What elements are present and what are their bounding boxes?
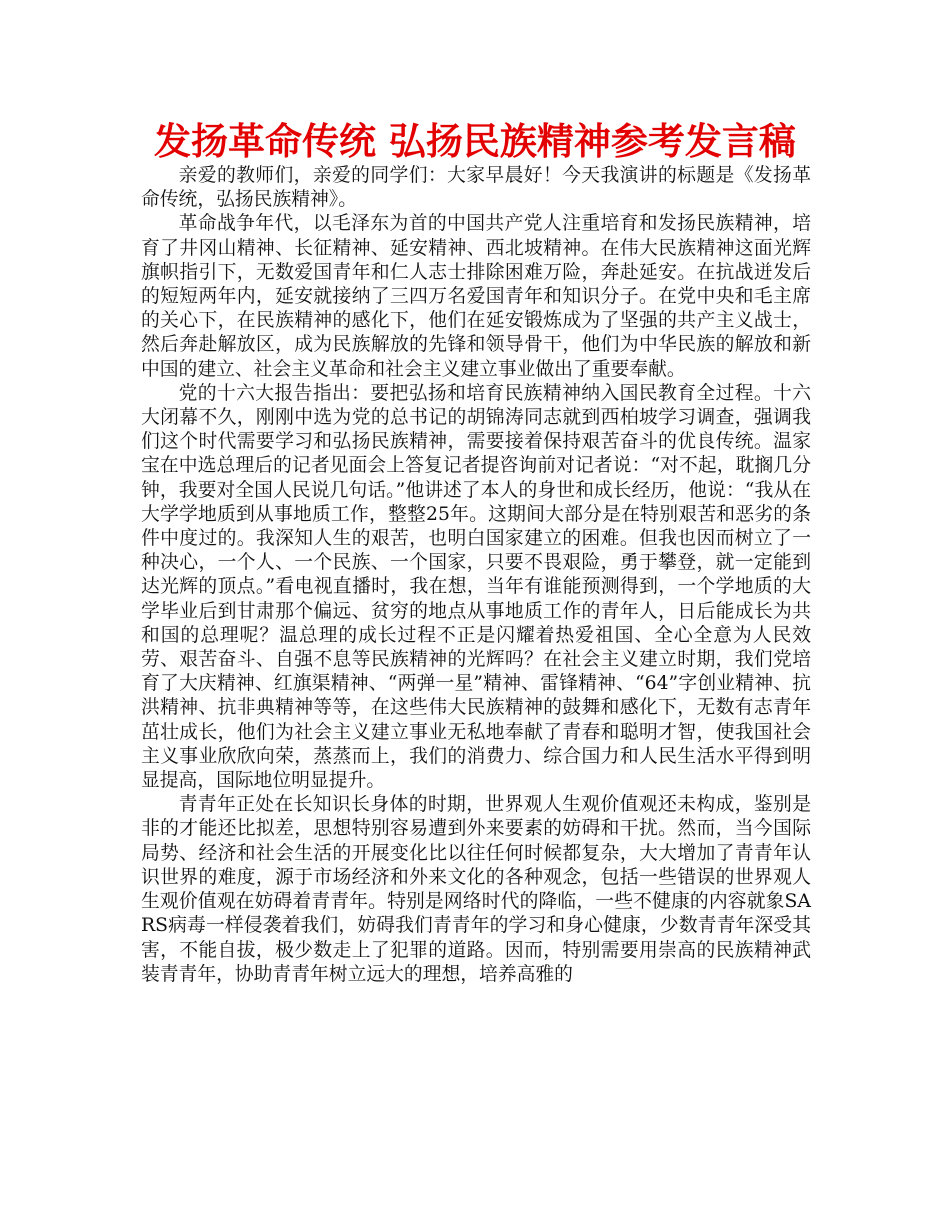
paragraph-youth: 青青年正处在长知识长身体的时期，世界观人生观价值观还未构成，鉴别是非的才能还比拟差，思想特别容易遭到外来要素的妨碍和干扰。然而，当今国际局势、经济和社会生活的开展变化比以往任何时候都复杂，大大增加了青青年认识世界的难度，源于市场经济和外来文化的各种观念，包括一些错误的世界观人生观价值观在妨碍着青青年。特别是网络时代的降临，一些不健康的内容就象SARS病毒一样侵袭着我们，妨碍我们青青年的学习和身心健康，少数青青年深受其害，不能自拔，极少数走上了犯罪的道路。因而，特别需要用崇高的民族精神武装青青年，协助青青年树立远大的理想，培养高雅的 — [141, 794, 811, 985]
paragraph-revolutionary-era: 革命战争年代，以毛泽东为首的中国共产党人注重培育和发扬民族精神，培育了井冈山精神、长征精神、延安精神、西北坡精神。在伟大民族精神这面光辉旗帜指引下，无数爱国青年和仁人志士排除困难万险，奔赴延安。在抗战迸发后的短短两年内，延安就接纳了三四万名爱国青年和知识分子。在党中央和毛主席的关心下，在民族精神的感化下，他们在延安锻炼成为了坚强的共产主义战士，然后奔赴解放区，成为民族解放的先锋和领导骨干，他们为中华民族的解放和新中国的建立、社会主义革命和社会主义建立事业做出了重要奉献。 — [141, 213, 811, 380]
paragraph-greeting: 亲爱的教师们，亲爱的同学们：大家早晨好！今天我演讲的标题是《发扬革命传统，弘扬民族精神》。 — [141, 165, 811, 211]
paragraph-sixteenth-congress: 党的十六大报告指出：要把弘扬和培育民族精神纳入国民教育全过程。十六大闭幕不久，刚刚中选为党的总书记的胡锦涛同志就到西柏坡学习调查，强调我们这个时代需要学习和弘扬民族精神，需要接着保持艰苦奋斗的优良传统。温家宝在中选总理后的记者见面会上答复记者提咨询前对记者说：“对不起，耽搁几分钟，我要对全国人民说几句话。”他讲述了本人的身世和成长经历，他说：“我从在大学学地质到从事地质工作，整整25年。这期间大部分是在特别艰苦和恶劣的条件中度过的。我深知人生的艰苦，也明白国家建立的困难。但我也因而树立了一种决心，一个人、一个民族、一个国家，只要不畏艰险，勇于攀登，就一定能到达光辉的顶点。”看电视直播时，我在想，当年有谁能预测得到，一个学地质的大学毕业后到甘肃那个偏远、贫穷的地点从事地质工作的青年人，日后能成长为共和国的总理呢？温总理的成长过程不正是闪耀着热爱祖国、全心全意为人民效劳、艰苦奋斗、自强不息等民族精神的光辉吗？在社会主义建立时期，我们党培育了大庆精神、红旗渠精神、“两弹一星”精神、雷锋精神、“64”字创业精神、抗洪精神、抗非典精神等等，在这些伟大民族精神的鼓舞和感化下，无数有志青年茁壮成长，他们为社会主义建立事业无私地奉献了青春和聪明才智，使我国社会主义事业欣欣向荣，蒸蒸而上，我们的消费力、综合国力和人民生活水平得到明显提高，国际地位明显提升。 — [141, 382, 811, 792]
document-title: 发扬革命传统 弘扬民族精神参考发言稿 — [154, 120, 796, 163]
document-body — [141, 164, 811, 987]
